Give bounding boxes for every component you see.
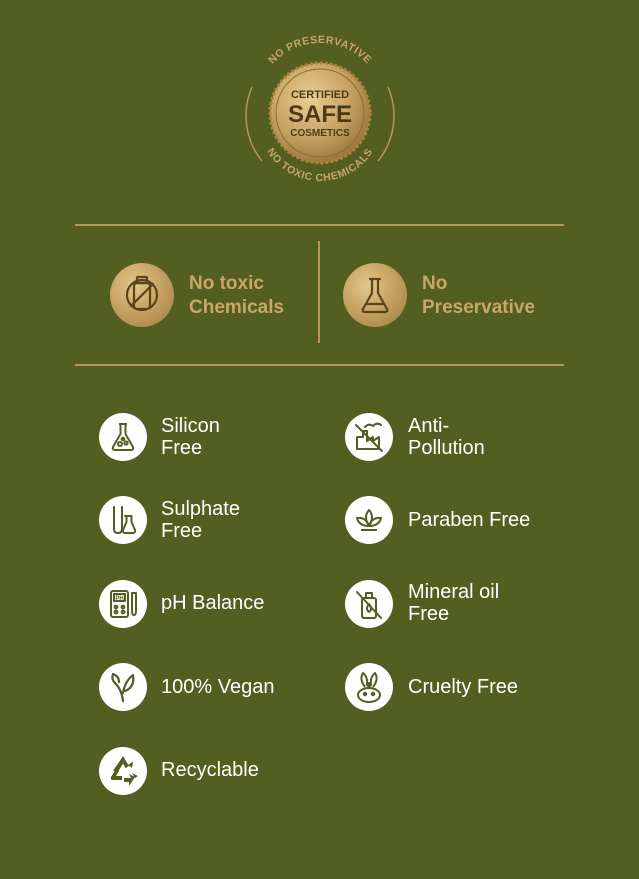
feature-vegan-label: 100% Vegan bbox=[161, 676, 275, 698]
leaves-icon bbox=[345, 496, 393, 544]
feature-mineral-oil-free-label: Mineral oil Free bbox=[408, 581, 500, 625]
bottle-crossed-medallion-icon bbox=[110, 263, 174, 327]
divider-top bbox=[75, 224, 564, 226]
feature-ph-balance-label: pH Balance bbox=[161, 592, 265, 614]
divider-bottom bbox=[75, 364, 564, 366]
feature-paraben-free-label: Paraben Free bbox=[408, 509, 531, 531]
seal-arc-bottom: NO TOXIC CHEMICALS bbox=[264, 146, 376, 185]
flask-bubbles-icon bbox=[99, 413, 147, 461]
seal-arc-top: NO PRESERVATIVE bbox=[266, 33, 374, 67]
feature-silicon-free-label: Silicon Free bbox=[161, 415, 220, 459]
recycle-icon bbox=[99, 747, 147, 795]
factory-crossed-icon bbox=[345, 413, 393, 461]
flask-medallion-icon bbox=[343, 263, 407, 327]
svg-text:NO PRESERVATIVE bbox=[266, 34, 374, 66]
ph-meter-icon bbox=[99, 580, 147, 628]
feature-recyclable-label: Recyclable bbox=[161, 759, 259, 781]
highlight-no-toxic-label: No toxic Chemicals bbox=[189, 273, 285, 318]
svg-text:PH: PH bbox=[115, 596, 124, 602]
seal-line-cosmetics: COSMETICS bbox=[290, 128, 350, 139]
highlight-no-preservative-label: No Preservative bbox=[422, 273, 536, 318]
oil-bottle-crossed-icon bbox=[345, 580, 393, 628]
seal-line-certified: CERTIFIED bbox=[290, 89, 350, 101]
certified-safe-seal bbox=[244, 33, 396, 207]
feature-sulphate-free-label: Sulphate Free bbox=[161, 498, 240, 542]
sprout-icon bbox=[99, 663, 147, 711]
divider-vertical bbox=[318, 241, 320, 343]
test-tube-flask-icon bbox=[99, 496, 147, 544]
seal-line-safe: SAFE bbox=[287, 101, 353, 128]
bunny-icon bbox=[345, 663, 393, 711]
feature-cruelty-free-label: Cruelty Free bbox=[408, 676, 519, 698]
feature-anti-pollution-label: Anti- Pollution bbox=[408, 415, 485, 459]
